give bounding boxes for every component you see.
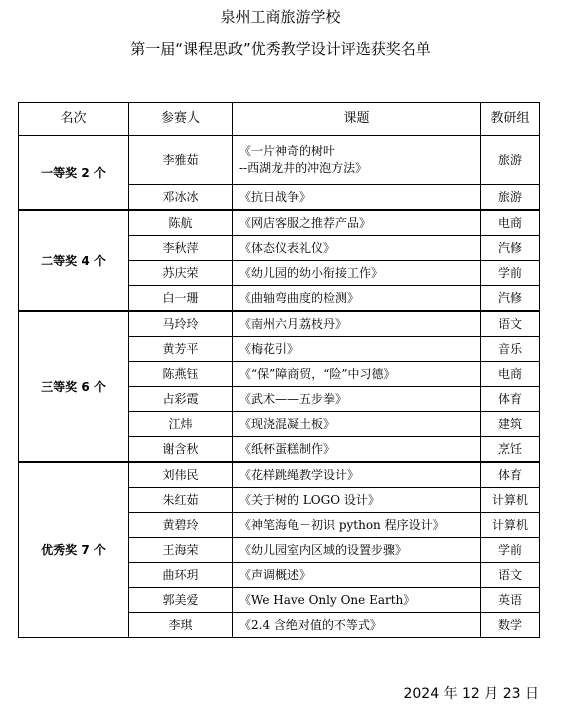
topic-line: 《花样跳绳教学设计》 [239,467,360,482]
participant-cell: 曲环玥 [129,563,233,588]
department-cell: 体育 [481,462,540,488]
department-cell: 汽修 [481,236,540,261]
department-cell: 旅游 [481,136,540,185]
award-rank-cell: 三等奖 6 个 [19,311,129,462]
participant-cell: 刘伟民 [129,462,233,488]
topic-cell [233,387,481,412]
topic-cell [233,337,481,362]
topic-line: 《幼儿园室内区域的设置步骤》 [239,542,408,557]
department-cell: 旅游 [481,185,540,211]
issue-date: 2024 年 12 月 23 日 [403,686,539,702]
document-title: 第一届“课程思政”优秀教学设计评选获奖名单 [130,40,431,58]
table-header-row [19,103,540,136]
award-table-body [19,136,540,638]
department-cell: 语文 [481,563,540,588]
topic-cell [233,412,481,437]
topic-line: 《幼儿园的幼小衔接工作》 [239,265,384,280]
table-row [19,210,540,236]
topic-line: 《网店客服之推荐产品》 [239,215,372,230]
column-header-rank: 名次 [19,103,129,136]
department-cell: 汽修 [481,286,540,312]
topic-line: 《体态仪表礼仪》 [239,240,336,255]
participant-cell: 白一珊 [129,286,233,312]
topic-cell [233,185,481,211]
department-cell: 英语 [481,588,540,613]
topic-line: 《关于树的 LOGO 设计》 [239,492,380,507]
participant-cell: 陈航 [129,210,233,236]
topic-cell [233,437,481,463]
department-cell: 音乐 [481,337,540,362]
column-header-topic: 课题 [233,103,481,136]
participant-cell: 黄芳平 [129,337,233,362]
topic-line: 《曲轴弯曲度的检测》 [239,290,360,305]
department-cell: 计算机 [481,488,540,513]
topic-line: 《梅花引》 [239,341,300,356]
participant-cell: 王海荣 [129,538,233,563]
participant-cell: 邓冰冰 [129,185,233,211]
topic-cell [233,362,481,387]
school-name: 泉州工商旅游学校 [220,8,341,26]
topic-line: 《“保”障商贸，“险”中习德》 [239,366,396,381]
topic-cell [233,136,481,185]
topic-cell [233,488,481,513]
topic-cell [233,261,481,286]
topic-line: 《神笔海龟－初识 python 程序设计》 [239,517,445,532]
topic-cell [233,462,481,488]
department-cell: 学前 [481,261,540,286]
participant-cell: 占彩霞 [129,387,233,412]
table-row [19,462,540,488]
topic-line: 《We Have Only One Earth》 [239,592,416,607]
topic-line: 《一片神奇的树叶 [239,144,336,158]
participant-cell: 苏庆荣 [129,261,233,286]
participant-cell: 朱红茹 [129,488,233,513]
participant-cell: 黄碧玲 [129,513,233,538]
participant-cell: 李秋萍 [129,236,233,261]
topic-cell [233,236,481,261]
topic-line: 《纸杯蛋糕制作》 [239,441,336,456]
participant-cell: 江炜 [129,412,233,437]
topic-line: 《声调概述》 [239,567,312,582]
department-cell: 电商 [481,362,540,387]
participant-cell: 李琪 [129,613,233,638]
participant-cell: 郭美爱 [129,588,233,613]
award-rank-cell: 二等奖 4 个 [19,210,129,311]
department-cell: 烹饪 [481,437,540,463]
award-table [18,102,540,638]
table-row [19,136,540,185]
topic-line: 《武术——五步拳》 [239,391,348,406]
topic-cell [233,286,481,312]
award-rank-cell: 一等奖 2 个 [19,136,129,211]
participant-cell: 马玲玲 [129,311,233,337]
department-cell: 语文 [481,311,540,337]
participant-cell: 李雅茹 [129,136,233,185]
topic-cell [233,513,481,538]
topic-cell [233,563,481,588]
topic-cell [233,538,481,563]
topic-line: 《南州六月荔枝丹》 [239,316,348,331]
department-cell: 电商 [481,210,540,236]
department-cell: 建筑 [481,412,540,437]
department-cell: 体育 [481,387,540,412]
participant-cell: 谢含秋 [129,437,233,463]
column-header-participant: 参赛人 [129,103,233,136]
column-header-group: 教研组 [481,103,540,136]
topic-line: 《抗日战争》 [239,189,312,204]
table-row [19,311,540,337]
topic-line: 《2.4 含绝对值的不等式》 [239,617,382,632]
award-rank-cell: 优秀奖 7 个 [19,462,129,638]
topic-cell [233,588,481,613]
department-cell: 学前 [481,538,540,563]
topic-cell [233,311,481,337]
participant-cell: 陈燕钰 [129,362,233,387]
topic-line: --西湖龙井的冲泡方法》 [239,161,368,175]
department-cell: 数学 [481,613,540,638]
topic-cell [233,613,481,638]
topic-line: 《现浇混凝土板》 [239,416,336,431]
topic-cell [233,210,481,236]
department-cell: 计算机 [481,513,540,538]
